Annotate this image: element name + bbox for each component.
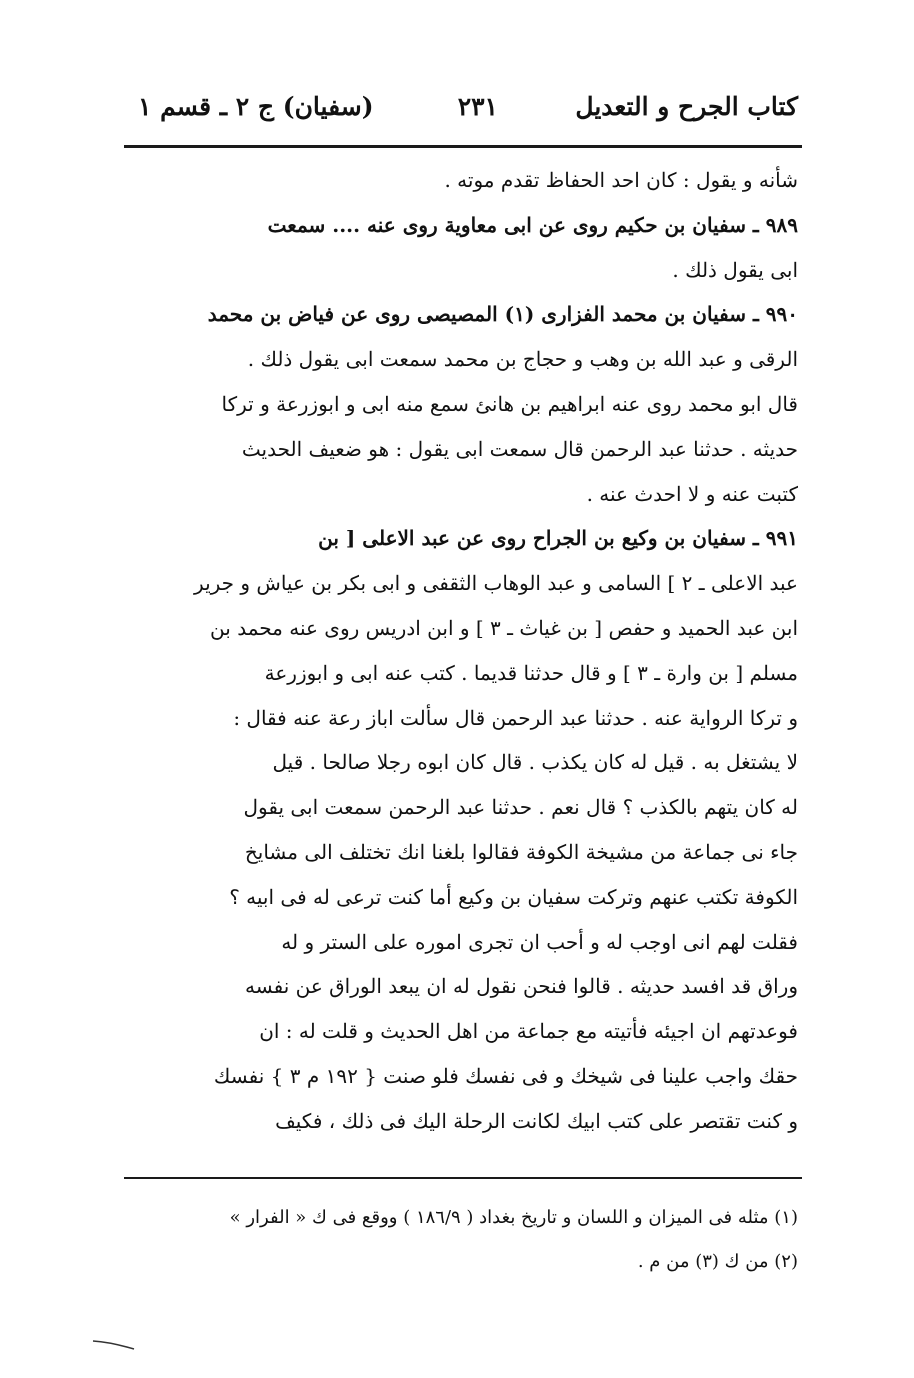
- margin-pen-mark: [92, 1338, 136, 1352]
- entry-990-line: ٩٩٠ ـ سفيان بن محمد الفزارى (١) المصيصى روى عن فياض بن محمد: [207, 302, 798, 327]
- volume-section-label: (سفيان) ج ٢ ـ قسم ١: [138, 92, 374, 121]
- footnote-2-3: (٢) من ك (٣) من م .: [637, 1251, 798, 1272]
- text-line: حقك واجب علينا فى شيخك و فى نفسك فلو صنت { ١٩٢ م ٣ } نفسك: [213, 1063, 798, 1088]
- text-line: مسلم [ بن وارة ـ ٣ ] و قال حدثنا قديما . كتب عنه ابى و ابوزرعة: [264, 660, 798, 685]
- entry-989-line: ٩٨٩ ـ سفيان بن حكيم روى عن ابى معاوية روى عنه .... سمعت: [267, 212, 798, 237]
- text-line: وراق قد افسد حديثه . قالوا فنحن نقول له ان يبعد الوراق عن نفسه: [245, 974, 798, 999]
- footnotes: [130, 1196, 798, 1284]
- text-line: له كان يتهم بالكذب ؟ قال نعم . حدثنا عبد الرحمن سمعت ابى يقول: [243, 795, 798, 820]
- text-line: حديثه . حدثنا عبد الرحمن قال سمعت ابى يقول : هو ضعيف الحديث: [241, 436, 798, 461]
- footnote-1: (١) مثله فى الميزان و اللسان و تاريخ بغداد ( ١٨٦/٩ ) ووقع فى ك « الفرار »: [229, 1207, 798, 1228]
- running-header: [138, 92, 798, 136]
- text-line: الكوفة تكتب عنهم وتركت سفيان بن وكيع أما كنت ترعى له فى ابيه ؟: [229, 884, 798, 909]
- text-line: جاء نى جماعة من مشيخة الكوفة فقالوا بلغنا انك تختلف الى مشايخ: [244, 839, 798, 864]
- text-line: ابن عبد الحميد و حفص [ بن غياث ـ ٣ ] و ابن ادريس روى عنه محمد بن: [210, 615, 798, 640]
- page-number: ٢٣١: [457, 92, 498, 121]
- footnote-rule: [124, 1177, 802, 1179]
- text-line: الرقى و عبد الله بن وهب و حجاج بن محمد سمعت ابى يقول ذلك .: [247, 347, 798, 372]
- main-text: [130, 158, 798, 1144]
- text-line: عبد الاعلى ـ ٢ ] السامى و عبد الوهاب الثقفى و ابى بكر بن عياش و جرير: [194, 571, 798, 596]
- book-title: كتاب الجرح و التعديل: [575, 92, 798, 121]
- text-line: شأنه و يقول : كان احد الحفاظ تقدم موته .: [444, 168, 798, 192]
- text-line: و تركا الرواية عنه . حدثنا عبد الرحمن قال سألت اباز رعة عنه فقال :: [233, 705, 798, 730]
- text-line: ابى يقول ذلك .: [672, 257, 798, 282]
- text-line: لا يشتغل به . قيل له كان يكذب . قال كان ابوه رجلا صالحا . قيل: [272, 750, 798, 775]
- header-rule: [124, 145, 802, 148]
- entry-991-line: ٩٩١ ـ سفيان بن وكيع بن الجراح روى عن عبد الاعلى [ بن: [318, 526, 798, 551]
- text-line: كتبت عنه و لا احدث عنه .: [586, 481, 798, 506]
- text-line: فقلت لهم انى اوجب له و أحب ان تجرى اموره على الستر و له: [281, 929, 798, 954]
- text-line: و كنت تقتصر على كتب ابيك لكانت الرحلة اليك فى ذلك ، فكيف: [275, 1108, 798, 1133]
- text-line: فوعدتهم ان اجيئه فأتيته مع جماعة من اهل الحديث و قلت له : ان: [259, 1019, 798, 1044]
- text-line: قال ابو محمد روى عنه ابراهيم بن هانئ سمع منه ابى و ابوزرعة و تركا: [221, 391, 798, 416]
